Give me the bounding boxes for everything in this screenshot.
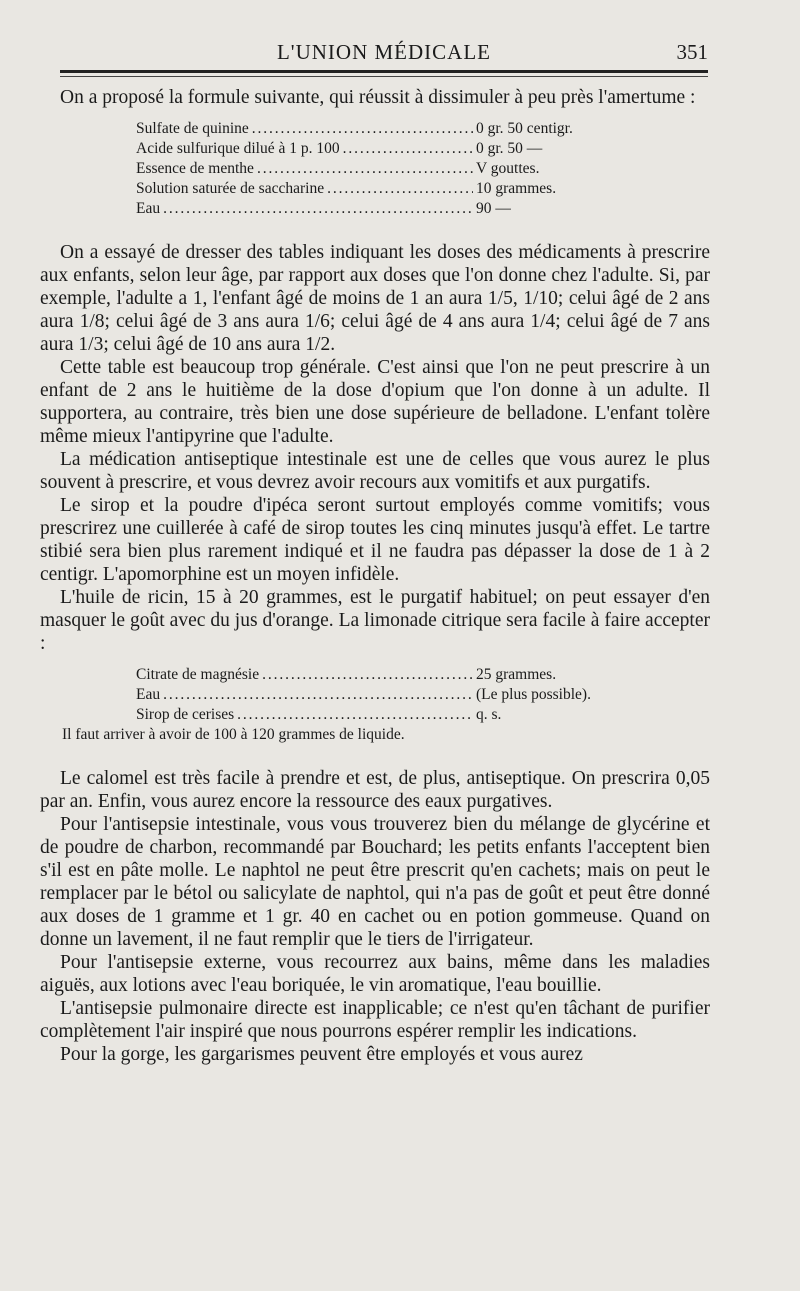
page-number: 351: [676, 40, 708, 64]
paragraph: Pour la gorge, les gargarismes peuvent être employés et vous aurez: [60, 1044, 583, 1065]
paragraph: La médication antiseptique intestinale est une de celles que vous aurez le plus souvent à prescrire, et vous devrez avoir recours aux vomitifs et aux purgatifs.: [40, 449, 710, 493]
header-rule-thin: [60, 76, 708, 77]
formula-line: [136, 199, 616, 219]
formula-line: [136, 705, 616, 725]
paragraph: Pour l'antisepsie intestinale, vous vous trouverez bien du mélange de glycérine et de poudre de charbon, recommandé par Bouchard; les petits enfants l'acceptent bien s'il est en pâte molle. Le naphtol ne peut être prescrit qu'en cachets; mais on peut le remplacer par le bétol ou salicylate de naphtol, qui n'a pas de goût et peut être donné aux doses de 1 gramme et 1 gr. 40 en cachet ou en potion gommeuse. Quand on donne un lavement, il ne faut remplir que le tiers de l'irrigateur.: [40, 814, 710, 950]
ingredient-name: Essence de menthe: [136, 160, 254, 177]
ingredient-dose: 0 gr. 50 —: [476, 140, 543, 157]
leader-dots: [262, 665, 473, 685]
paragraph-group: [40, 767, 710, 1066]
formula-line: [136, 159, 616, 179]
leader-dots: [257, 159, 473, 179]
paragraph: L'antisepsie pulmonaire directe est inapplicable; ce n'est qu'en tâchant de purifier complètement l'air inspiré que nous pourrons espérer remplir les indications.: [40, 998, 710, 1042]
formula-line: [136, 665, 616, 685]
paragraph-group: [40, 241, 710, 655]
paragraph: Le calomel est très facile à prendre et est, de plus, antiseptique. On prescrira 0,05 par an. Enfin, vous aurez encore la ressource des eaux purgatives.: [40, 768, 710, 812]
ingredient-dose: q. s.: [476, 706, 502, 723]
formula-line: [136, 119, 616, 139]
formula-line: [136, 179, 616, 199]
ingredient-name: Citrate de magnésie: [136, 666, 260, 683]
running-header: [60, 36, 708, 66]
header-rule: [60, 70, 708, 73]
ingredient-dose: V gouttes.: [476, 160, 540, 177]
leader-dots: [163, 199, 473, 219]
paragraph: Le sirop et la poudre d'ipéca seront surtout employés comme vomitifs; vous prescrirez une cuillerée à café de sirop toutes les cinq minutes jusqu'à effet. Le tartre stibié sera bien plus rarement indiqué et il ne faudra pas dépasser la dose de 1 à 2 centigr. L'apomorphine est un moyen infidèle.: [40, 495, 710, 585]
paragraph: Pour l'antisepsie externe, vous recourrez aux bains, même dans les maladies aiguës, aux lotions avec l'eau boriquée, le vin aromatique, l'eau bouillie.: [40, 952, 710, 996]
article-body: [40, 86, 710, 1066]
leader-dots: [252, 119, 473, 139]
prescription-formula: [136, 119, 616, 219]
ingredient-name: Eau: [136, 686, 161, 703]
ingredient-dose: 0 gr. 50 centigr.: [476, 120, 573, 137]
paragraph: On a essayé de dresser des tables indiquant les doses des médicaments à prescrire aux enfants, selon leur âge, par rapport aux doses que l'on donne chez l'adulte. Si, par exemple, l'adulte a 1, l'enfant âgé de moins de 1 an aura 1/5, 1/10; celui âgé de 2 ans aura 1/8; celui âgé de 3 ans aura 1/6; celui âgé de 4 ans aura 1/4; celui âgé de 7 ans aura 1/3; celui âgé de 10 ans aura 1/2.: [40, 242, 710, 355]
prescription-formula: [136, 665, 616, 725]
ingredient-name: Sulfate de quinine: [136, 120, 249, 137]
ingredient-dose: 10 grammes.: [476, 180, 557, 197]
ingredient-dose: 90 —: [476, 200, 511, 217]
ingredient-name: Eau: [136, 200, 161, 217]
ingredient-dose: 25 grammes.: [476, 666, 557, 683]
formula-line: [136, 139, 616, 159]
leader-dots: [163, 685, 473, 705]
ingredient-name: Sirop de cerises: [136, 706, 235, 723]
leader-dots: [327, 179, 473, 199]
paragraph: On a proposé la formule suivante, qui réussit à dissimuler à peu près l'amertume :: [60, 87, 696, 108]
leader-dots: [237, 705, 473, 725]
ingredient-name: Acide sulfurique dilué à 1 p. 100: [136, 140, 340, 157]
paragraph: L'huile de ricin, 15 à 20 grammes, est le purgatif habituel; on peut essayer d'en masquer le goût avec du jus d'orange. La limonade citrique sera facile à faire accepter :: [40, 587, 710, 654]
ingredient-dose: (Le plus possible).: [476, 686, 591, 703]
ingredient-name: Solution saturée de saccharine: [136, 180, 325, 197]
paragraph: Cette table est beaucoup trop générale. C'est ainsi que l'on ne peut prescrire à un enfant de 2 ans le huitième de la dose d'opium que l'on donne à un adulte. Il supportera, au contraire, très bien une dose supérieure de belladone. L'enfant tolère même mieux l'antipyrine que l'adulte.: [40, 357, 710, 447]
formula-note: Il faut arriver à avoir de 100 à 120 grammes de liquide.: [62, 726, 405, 743]
journal-title: L'UNION MÉDICALE: [276, 40, 491, 64]
formula-line: [136, 685, 616, 705]
leader-dots: [343, 139, 473, 159]
